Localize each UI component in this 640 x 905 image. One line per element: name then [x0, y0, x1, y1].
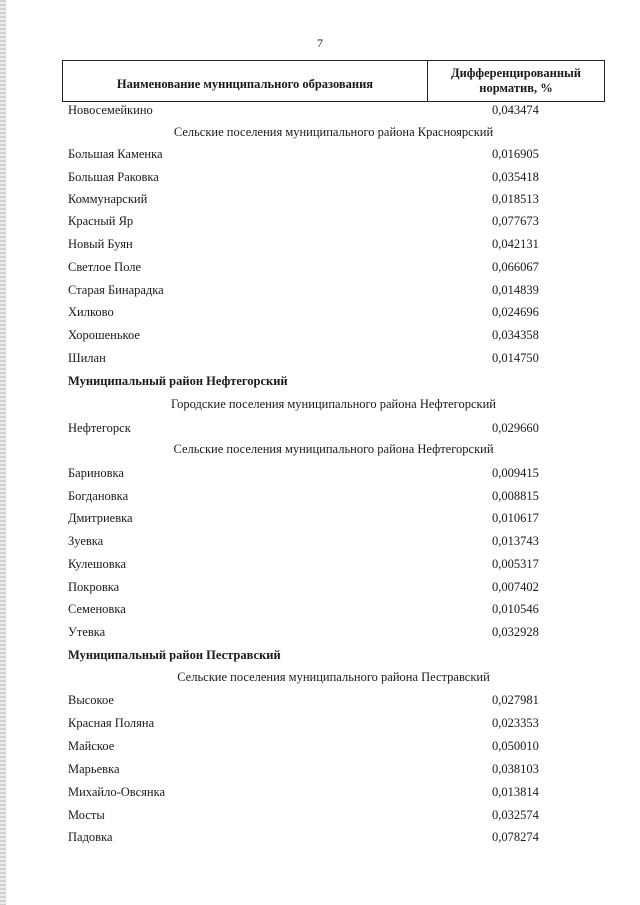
- row-value: 0,078274: [492, 830, 539, 844]
- table-row: [68, 785, 548, 803]
- row-name: Майское: [68, 739, 115, 753]
- table-row: [68, 260, 548, 278]
- row-value: 0,010546: [492, 602, 539, 616]
- row-name: Шилан: [68, 351, 106, 365]
- row-name: Светлое Поле: [68, 260, 142, 274]
- section-subheading: Сельские поселения муниципального района Красноярский: [173, 125, 494, 139]
- section-subheading: Городские поселения муниципального района Нефтегорский: [171, 397, 496, 411]
- table-row: [68, 170, 548, 188]
- row-value: 0,032574: [492, 808, 539, 822]
- table-row: [68, 192, 548, 210]
- row-value: 0,034358: [492, 328, 539, 342]
- row-name: Богдановка: [68, 489, 129, 503]
- row-value: 0,027981: [492, 693, 539, 707]
- table-row: [68, 534, 548, 552]
- table-row: [68, 625, 548, 643]
- row-value: 0,066067: [492, 260, 539, 274]
- table-row: [68, 283, 548, 301]
- row-value: 0,005317: [492, 557, 539, 571]
- row-value: 0,008815: [492, 489, 539, 503]
- row-name: Нефтегорск: [68, 421, 131, 435]
- row-value: 0,038103: [492, 762, 539, 776]
- row-name: Бариновка: [68, 466, 124, 480]
- row-name: Новый Буян: [68, 237, 133, 251]
- row-value: 0,023353: [492, 716, 539, 730]
- row-value: 0,024696: [492, 305, 539, 319]
- row-name: Красный Яр: [68, 214, 134, 228]
- table-row: [68, 693, 548, 711]
- row-name: Покровка: [68, 580, 120, 594]
- district-title: Муниципальный район Пестравский: [68, 648, 281, 662]
- row-name: Коммунарский: [68, 192, 148, 206]
- table-header: [62, 60, 605, 102]
- row-value: 0,013743: [492, 534, 539, 548]
- section-subheading: Сельские поселения муниципального района Пестравский: [177, 670, 490, 684]
- row-name: Марьевка: [68, 762, 120, 776]
- table-row: [68, 739, 548, 757]
- row-name: Хорошенькое: [68, 328, 140, 342]
- table-row: [68, 147, 548, 165]
- row-value: 0,013814: [492, 785, 539, 799]
- row-name: Большая Каменка: [68, 147, 163, 161]
- row-value: 0,043474: [492, 103, 539, 117]
- table-row: [68, 762, 548, 780]
- row-value: 0,014839: [492, 283, 539, 297]
- row-name: Высокое: [68, 693, 114, 707]
- table-row: [68, 466, 548, 484]
- row-name: Старая Бинарадка: [68, 283, 164, 297]
- row-value: 0,007402: [492, 580, 539, 594]
- row-value: 0,018513: [492, 192, 539, 206]
- row-name: Новосемейкино: [68, 103, 153, 117]
- row-value: 0,077673: [492, 214, 539, 228]
- scan-left-edge: [0, 0, 6, 905]
- table-row: [68, 237, 548, 255]
- header-value-column: Дифференцированный норматив, %: [450, 66, 581, 95]
- table-row: [68, 830, 548, 848]
- table-row: [68, 716, 548, 734]
- row-value: 0,050010: [492, 739, 539, 753]
- page-number: 7: [317, 36, 323, 50]
- row-value: 0,016905: [492, 147, 539, 161]
- row-value: 0,035418: [492, 170, 539, 184]
- row-name: Семеновка: [68, 602, 126, 616]
- table-row: [68, 421, 548, 439]
- row-name: Михайло-Овсянка: [68, 785, 166, 799]
- row-value: 0,042131: [492, 237, 539, 251]
- table-row: [68, 214, 548, 232]
- table-row: [68, 602, 548, 620]
- table-row: [68, 103, 548, 121]
- row-name: Мосты: [68, 808, 105, 822]
- row-name: Кулешовка: [68, 557, 127, 571]
- row-name: Большая Раковка: [68, 170, 159, 184]
- table-row: [68, 557, 548, 575]
- row-name: Дмитриевка: [68, 511, 133, 525]
- row-value: 0,010617: [492, 511, 539, 525]
- row-value: 0,014750: [492, 351, 539, 365]
- section-subheading: Сельские поселения муниципального района Нефтегорский: [173, 442, 494, 456]
- table-row: [68, 489, 548, 507]
- table-row: [68, 351, 548, 369]
- row-name: Красная Поляна: [68, 716, 155, 730]
- table-row: [68, 808, 548, 826]
- row-value: 0,009415: [492, 466, 539, 480]
- row-name: Хилково: [68, 305, 114, 319]
- table-row: [68, 305, 548, 323]
- table-row: [68, 511, 548, 529]
- table-row: [68, 580, 548, 598]
- table-row: [68, 328, 548, 346]
- row-value: 0,032928: [492, 625, 539, 639]
- row-name: Падовка: [68, 830, 113, 844]
- row-name: Зуевка: [68, 534, 104, 548]
- header-name-column: Наименование муниципального образования: [63, 61, 428, 101]
- row-value: 0,029660: [492, 421, 539, 435]
- row-name: Утевка: [68, 625, 106, 639]
- district-title: Муниципальный район Нефтегорский: [68, 374, 288, 388]
